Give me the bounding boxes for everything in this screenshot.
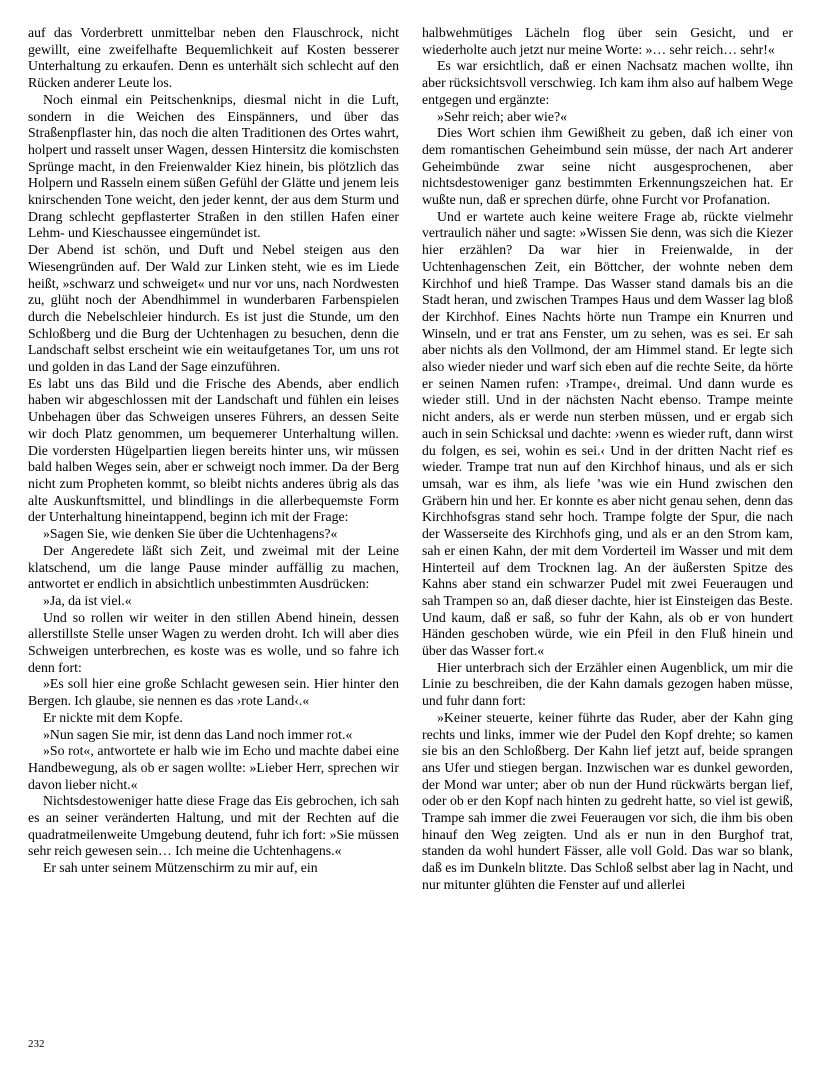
paragraph: Und so rollen wir weiter in den stillen Abend hinein, dessen allerstillste Stelle unser Wagen zu werden droht. Ich will aber dies Schweigen unterbrechen, es koste was es wolle, und so fahre ich denn fort: <box>28 609 399 675</box>
paragraph: auf das Vorderbrett unmittelbar neben den Flauschrock, nicht gewillt, eine zweifelhafte Bequemlichkeit auf Kosten besserer Unterhaltung zu erkaufen. Denn es unterhält sich schlecht auf den Rücken anderer Leute los. <box>28 25 399 91</box>
paragraph: »Nun sagen Sie mir, ist denn das Land noch immer rot.« <box>43 726 353 742</box>
paragraph: Dies Wort schien ihm Gewißheit zu geben, daß ich einer von dem romantischen Geheimbund sein müsse, der nach Art anderer Geheimbünde zwar seine nicht ausgesprochenen, aber nichtsdestoweniger ganz bestimmten Erkennungszeichen hat. Er wußte nun, daß er sprechen dürfe, ohne Furcht vor Profanation. <box>422 125 793 208</box>
left-column <box>28 25 399 894</box>
paragraph: Es war ersichtlich, daß er einen Nachsatz machen wollte, ihn aber rücksichtsvoll verschwieg. Ich kam ihm also auf halbem Wege entgegen und ergänzte: <box>422 58 793 107</box>
paragraph: Hier unterbrach sich der Erzähler einen Augenblick, um mir die Linie zu beschreiben, die der Kahn damals gezogen haben müsse, und fuhr dann fort: <box>422 659 793 709</box>
paragraph: Er sah unter seinem Mützenschirm zu mir auf, ein <box>43 860 318 876</box>
paragraph: »Es soll hier eine große Schlacht gewesen sein. Hier hinter den Bergen. Ich glaube, sie nennen es das ›rote Land‹.« <box>28 676 399 709</box>
paragraph: »Keiner steuerte, keiner führte das Ruder, aber der Kahn ging rechts und links, immer wie der Pudel den Kopf drehte; so kamen sie bis an den Schloßberg. Der Kahn lief jetzt auf, beide sprangen ans Ufer und stiegen bergan. Inzwischen war es dunkel geworden, der Mond war unter; aber ob nun der Hund rückwärts bergan lief, oder ob er den Kopf nach hinten zu gedreht hatte, so viel ist gewiß, Trampe sah immer die zwei Feueraugen vor sich, die ihm bis oben hinauf den Weg zeigten. Und als er nun in den Burghof trat, standen da wohl hundert Fässer, alle voll Gold. Das war so blank, daß es im Dunkeln blitzte. Das Schloß selbst aber lag in Nacht, und nur mitunter glühten die Fenster auf und allerlei <box>422 709 793 892</box>
paragraph: Es labt uns das Bild und die Frische des Abends, aber endlich haben wir abgeschlossen mit der Landschaft und fühlen ein leises Unbehagen über das Schweigen unseres Führers, an dessen Seite wir doch Platz genommen, um bequemerer Unterhaltung willen. Die vordersten Hügelpartien liegen bereits hinter uns, wir müssen bald halben Weges sein, aber er schweigt noch immer. Da der Berg nicht zum Propheten kommt, so bleibt nichts anderes übrig als das alte Auskunftsmittel, und blindlings in die allerbequemste Form der Unterhaltung hineintappend, beginn ich mit der Frage: <box>28 375 399 525</box>
paragraph: »Ja, da ist viel.« <box>43 592 132 608</box>
paragraph: halbwehmütiges Lächeln flog über sein Gesicht, und er wiederholte auch jetzt nur meine Worte: »… sehr reich… sehr!« <box>422 25 793 57</box>
paragraph: »Sehr reich; aber wie?« <box>437 108 568 124</box>
paragraph: Noch einmal ein Peitschenknips, diesmal nicht in die Luft, sondern in die Weichen des Einspänners, und über das Straßenpflaster hin, das noch die alten Traditionen des Ortes wahrt, holpert und rasselt unser Wagen, dessen Hintersitz die komischsten Sprünge macht, in den Freienwalder Kiez hinein, bis plötzlich das Holpern und Rasseln einem süßen Gefühl der Glätte und jenem leis knirschenden Tone weicht, den jeder kennt, der aus dem Sturm und Drang schlecht gepflasterter Straßen in den stillen Hafen einer Lehm- und Kieschaussee eingemündet ist. <box>28 91 399 241</box>
paragraph: Nichtsdestoweniger hatte diese Frage das Eis gebrochen, ich sah es an seiner veränderten Haltung, und mit der Rechten auf die quadratmeilenweite Umgebung deutend, fuhr ich fort: »Sie müssen sehr reich gewesen sein… Ich meine die Uchtenhagens.« <box>28 793 399 859</box>
paragraph: Der Abend ist schön, und Duft und Nebel steigen aus den Wiesengründen auf. Der Wald zur Linken steht, wie es im Liede heißt, »schwarz und schweiget« und nur vor uns, nach Nordwesten zu, glüht noch der Abendhimmel in wunderbaren Farbenspielen durch die Nebelschleier hindurch. Es ist just die Stunde, um den Schloßberg und die Burg der Uchtenhagen zu besuchen, denn die Landschaft selbst erscheint wie ein weitaufgetanes Tor, um uns rot und golden in das Land der Sage einzuführen. <box>28 242 399 375</box>
page-number: 232 <box>28 1038 45 1050</box>
paragraph: Er nickte mit dem Kopfe. <box>43 709 183 725</box>
right-column <box>422 25 793 894</box>
paragraph: »Sagen Sie, wie denken Sie über die Uchtenhagens?« <box>43 526 338 542</box>
paragraph: Der Angeredete läßt sich Zeit, und zweimal mit der Leine klatschend, um die lange Pause minder auffällig zu machen, antwortet er endlich in absichtlich unbestimmten Ausdrücken: <box>28 542 399 592</box>
paragraph: »So rot«, antwortete er halb wie im Echo und machte dabei eine Handbewegung, als ob er sagen wollte: »Lieber Herr, sprechen wir davon lieber nicht.« <box>28 743 399 792</box>
two-column-layout <box>28 25 793 894</box>
paragraph: Und er wartete auch keine weitere Frage ab, rückte vielmehr vertraulich näher und sagte: »Wissen Sie denn, was sich die Kiezer hier erzählen? Da war hier in Freienwalde, in der Uchtenhagenschen Zeit, ein Böttcher, der wohnte neben dem Kirchhof und hieß Trampe. Das Wasser stand damals bis an die Stadt heran, und zwischen Trampes Haus und dem Wasser lag bloß der Kirchhof. Eines Nachts hörte nun Trampe ein Knurren und Winseln, und er trat ans Fenster, um zu sehen, was es sei. Er sah aber nichts als den Vollmond, der am Himmel stand. Er legte sich also wieder nieder und warf sich eben auf die rechte Seite, da hörte er seinen Namen rufen: ›Trampe‹, dreimal. Und dann wurde es wieder still. Und in der nächsten Nacht ebenso. Trampe meinte nicht anders, als er werde nun sterben müssen, und er ergab sich auch in sein Schicksal und dachte: ›wenn es wieder ruft, dann wirst du folgen, es sei, wohin es sei.‹ Und in der dritten Nacht rief es wieder. Trampe trat nun auf den Kirchhof hinaus, und als er sich umsah, war es ihm, als liefe ’was wie ein Hund zwischen den Gräbern hin und her. Er konnte es aber nicht genau sehen, denn das Kirchhofsgras stand sehr hoch. Trampe folgte der Spur, die nach der Wasserseite des Kirchhofs ging, und als er an den Strom kam, sah er einen Kahn, der mit dem Vorderteil im Wasser und mit dem Hinterteil auf dem Trocknen lag. An der äußersten Spitze des Kahns aber stand ein schwarzer Pudel mit zwei Feueraugen und sah Trampen so an, daß dieser dachte, hier ist Einsteigen das Beste. Und kaum, daß er saß, so fuhr der Kahn, als ob er von hundert Händen geschoben würde, wie ein Pfeil in den Fluß hinein und über das Wasser fort.« <box>422 208 793 659</box>
